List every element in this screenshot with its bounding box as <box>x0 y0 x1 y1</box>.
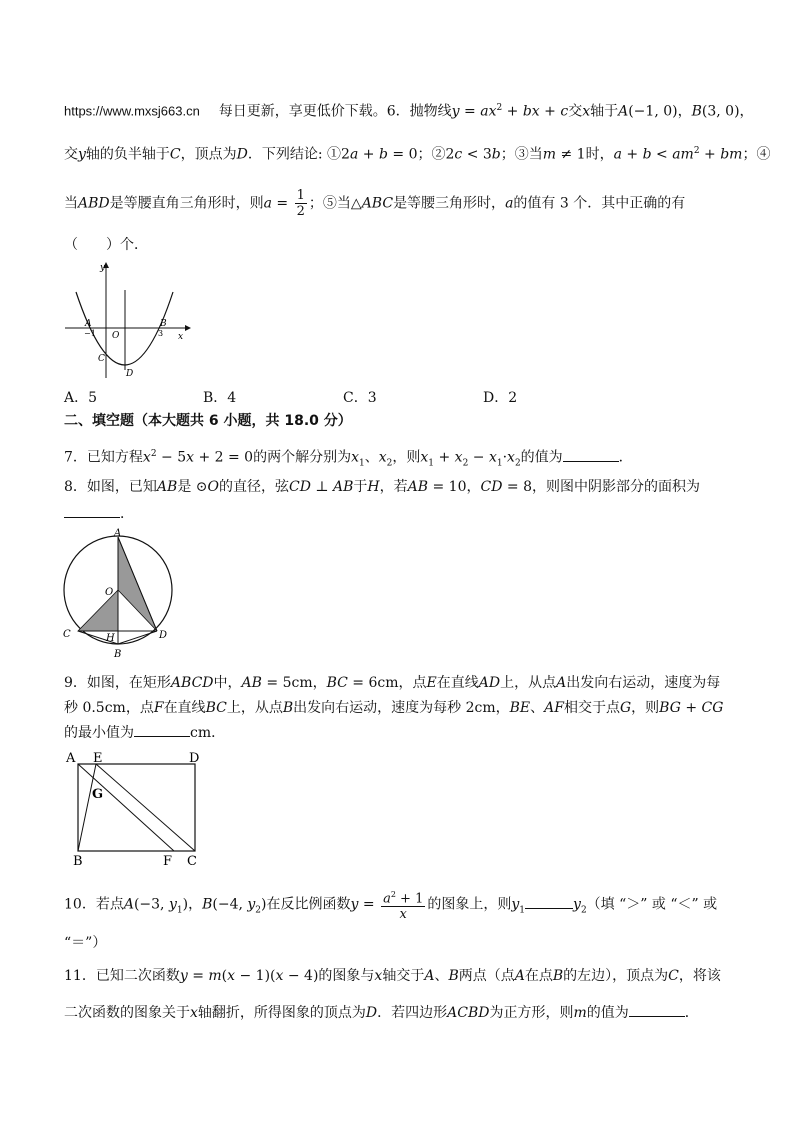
label-C: C <box>187 854 197 869</box>
q11-answer-blank[interactable] <box>629 1002 685 1017</box>
label-B: B <box>73 854 83 869</box>
label-y: y <box>100 263 106 273</box>
q8-line1: 8．如图，已知AB是 ⊙O的直径，弦CD ⊥ AB于H，若AB = 10，CD = 8，则图中阴影部分的面积为 <box>64 479 700 495</box>
label-x: x <box>178 332 184 342</box>
q8-circle-figure <box>60 528 180 658</box>
label-neg1: −1 <box>84 329 96 338</box>
segment-ec <box>96 764 195 851</box>
q9-rectangle-figure <box>62 746 212 869</box>
q8-line2: ． <box>64 503 764 524</box>
label-D: D <box>126 369 134 379</box>
q8-answer-blank[interactable] <box>64 503 120 518</box>
label-D: D <box>159 630 168 641</box>
x-axis-arrow <box>185 325 191 331</box>
q7: 7．已知方程$x^2 - 5x + 2 = 0$的两个解分别为$x_1$、$x_2$，则$x_1 + x_2 - x_1\cdot x_2$的值为 ． <box>64 444 764 473</box>
label-E: E <box>93 751 103 766</box>
option-b[interactable]: B．4 <box>203 390 237 406</box>
segment-be <box>78 764 96 851</box>
q9-line3: 的最小值为 cm． <box>64 722 764 743</box>
q10-answer-blank[interactable] <box>525 894 573 909</box>
q6-line1: https://www.mxsj663.cn 每日更新，享更低价下载。6．抛物线$y = ax^2$ + bx + c交x轴于A(−1, 0)，B(3, 0)， <box>64 103 754 120</box>
q6-line2: 交y轴的负半轴于C，顶点为D．下列结论: ①2a + b = 0；②2c < 3b；③当m ≠ 1时，$a + b < am^2$ + bm；④ <box>64 146 771 163</box>
q6-intro: 6．抛物线 <box>386 103 452 120</box>
source-url[interactable]: https://www.mxsj663.cn <box>64 103 200 119</box>
label-F: F <box>163 854 173 869</box>
segment-bd <box>118 631 157 644</box>
q6-line4: （ ）个． <box>64 237 148 253</box>
label-O: O <box>105 587 114 598</box>
label-D: D <box>189 751 200 766</box>
label-B: B <box>114 649 122 660</box>
rectangle-abcd <box>78 764 195 851</box>
q10-line2: “＝”） <box>64 935 107 951</box>
q9-line2: 秒 0.5cm，点F在直线BC上，从点B出发向右运动，速度为每秒 2cm，BE、AF相交于点G，则BG + CG <box>64 700 724 716</box>
q6-line3: 当ABD是等腰直角三角形时，则a = $\frac{1}{2}$ ；⑤当△ABC是等腰三角形时，a的值有 3 个．其中正确的有 <box>64 188 686 219</box>
label-A: A <box>114 528 122 539</box>
option-c[interactable]: C．3 <box>343 390 377 406</box>
q10-line1: 10．若点A(−3, $y_1$)，B(−4, $y_2$)在反比例函数y = $\frac{a^2 + 1}{x}$ 的图象上，则$y_1$ $y_2$（填 “＞” 或 “＜” 或 <box>64 887 764 925</box>
label-O: O <box>112 331 120 341</box>
label-C: C <box>98 354 105 364</box>
label-G: G <box>92 787 104 802</box>
section-heading: 二、填空题（本大题共 6 小题，共 18.0 分） <box>64 413 352 429</box>
label-B: B <box>160 319 167 329</box>
label-A: A <box>85 319 92 329</box>
segment-af <box>78 764 174 851</box>
q9-line1: 9．如图，在矩形ABCD中，AB = 5cm，BC = 6cm，点E在直线AD上，从点A出发向右运动，速度为每 <box>64 675 721 691</box>
q9-answer-blank[interactable] <box>134 722 190 737</box>
option-d[interactable]: D．2 <box>483 390 518 406</box>
update-notice: 每日更新，享更低价下载。 <box>218 103 387 120</box>
label-C: C <box>63 629 71 640</box>
q11-line1: 11．已知二次函数y = m(x − 1)(x − 4)的图象与x轴交于A、B两点（点A在点B的左边），顶点为C，将该 <box>64 968 721 984</box>
q7-answer-blank[interactable] <box>563 447 619 462</box>
label-A: A <box>66 751 76 766</box>
q6-parabola-graph <box>60 258 200 383</box>
q11-line2: 二次函数的图象关于x轴翻折，所得图象的顶点为D．若四边形ACBD为正方形，则m的值为 ． <box>64 1002 764 1023</box>
option-a[interactable]: A．5 <box>64 390 98 406</box>
label-three: 3 <box>158 329 164 338</box>
label-H: H <box>106 633 115 644</box>
